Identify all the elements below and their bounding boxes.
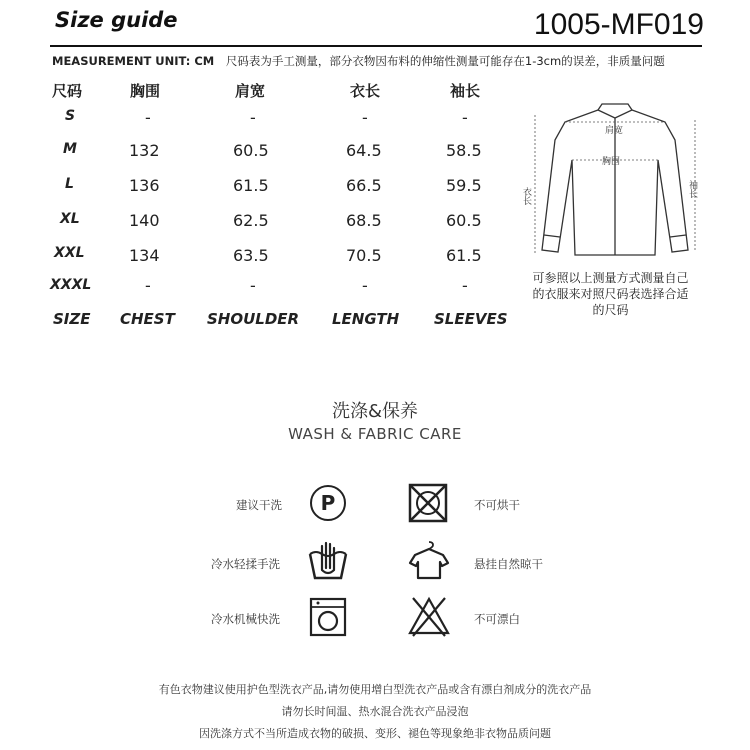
footer-sleeves: SLEEVES — [434, 310, 508, 328]
measurement-note — [52, 53, 665, 69]
no-bleach-icon — [407, 594, 451, 638]
care-label-hang-dry: 悬挂自然晾干 — [474, 557, 543, 571]
table-cell-chest: 136 — [129, 176, 160, 195]
measurement-unit: MEASUREMENT UNIT: CM — [52, 54, 215, 68]
table-cell-sleeves: 59.5 — [446, 176, 482, 195]
shirt-measurement-diagram — [520, 100, 710, 270]
header-length: 衣长 — [350, 82, 381, 100]
hand-wash-icon — [306, 540, 350, 582]
footer-length: LENGTH — [332, 310, 400, 328]
table-cell-shoulder: 62.5 — [233, 211, 269, 230]
table-cell-chest: 134 — [129, 246, 160, 265]
diagram-chest-label: 胸围 — [602, 157, 621, 167]
header-sleeves: 袖长 — [450, 82, 481, 100]
size-guide-title: Size guide — [55, 8, 178, 32]
table-cell-shoulder: - — [250, 276, 256, 295]
table-row-size: L — [65, 176, 74, 192]
table-cell-length: 66.5 — [346, 176, 382, 195]
table-cell-chest: 140 — [129, 211, 160, 230]
table-cell-sleeves: 61.5 — [446, 246, 482, 265]
table-cell-length: 68.5 — [346, 211, 382, 230]
table-row-size: M — [63, 141, 77, 157]
table-row-size: XXL — [54, 245, 85, 261]
header-chest: 胸围 — [130, 82, 161, 100]
care-footer-line-2: 请勿长时间温、热水混合洗衣产品浸泡 — [281, 705, 469, 718]
table-cell-length: 64.5 — [346, 141, 382, 160]
table-cell-length: 70.5 — [346, 246, 382, 265]
header-divider — [50, 45, 702, 47]
table-cell-length: - — [362, 108, 368, 127]
footer-size: SIZE — [53, 310, 91, 328]
table-cell-shoulder: 63.5 — [233, 246, 269, 265]
table-row-size: S — [65, 108, 76, 124]
table-cell-shoulder: 60.5 — [233, 141, 269, 160]
care-footer-line-1: 有色衣物建议使用护色型洗衣产品,请勿使用增白型洗衣产品或含有漂白剂成分的洗衣产品 — [158, 683, 592, 696]
care-title-en: WASH & FABRIC CARE — [288, 425, 462, 443]
care-label-machine-wash: 冷水机械快洗 — [211, 612, 280, 626]
care-footer-line-3: 因洗涤方式不当所造成衣物的破损、变形、褪色等现象绝非衣物品质问题 — [199, 727, 551, 740]
table-cell-sleeves: - — [462, 108, 468, 127]
table-cell-sleeves: - — [462, 276, 468, 295]
care-label-no-tumble-dry: 不可烘干 — [474, 498, 520, 512]
product-code: 1005-MF019 — [533, 8, 704, 41]
table-cell-sleeves: 60.5 — [446, 211, 482, 230]
table-cell-chest: - — [145, 108, 151, 127]
table-row-size: XXXL — [50, 277, 92, 293]
footer-chest: CHEST — [120, 310, 175, 328]
care-label-hand-wash: 冷水轻揉手洗 — [211, 557, 280, 571]
hang-dry-icon — [407, 538, 451, 582]
table-cell-length: - — [362, 276, 368, 295]
table-cell-chest: 132 — [129, 141, 160, 160]
table-cell-sleeves: 58.5 — [446, 141, 482, 160]
table-row-size: XL — [60, 211, 80, 227]
header-shoulder: 肩宽 — [235, 82, 266, 100]
header-size: 尺码 — [52, 82, 83, 100]
table-cell-shoulder: 61.5 — [233, 176, 269, 195]
svg-text:P: P — [320, 491, 336, 515]
diagram-note: 可参照以上测量方式测量自己的衣服来对照尺码表选择合适的尺码 — [532, 271, 689, 317]
diagram-shoulder-label: 肩宽 — [605, 126, 624, 136]
care-title-cn: 洗涤&保养 — [331, 401, 419, 422]
care-label-no-bleach: 不可漂白 — [474, 612, 520, 626]
care-label-dry-clean: 建议干洗 — [236, 498, 282, 512]
footer-shoulder: SHOULDER — [207, 310, 300, 328]
table-cell-chest: - — [145, 276, 151, 295]
washing-machine-icon — [308, 596, 348, 638]
diagram-length-label: 衣长 — [521, 187, 531, 205]
dry-clean-p-icon — [308, 483, 348, 523]
measurement-disclaimer: 尺码表为手工测量，部分衣物因布料的伸缩性测量可能存在1-3cm的误差，非质量问题 — [225, 54, 665, 68]
diagram-sleeve-label: 袖长 — [687, 180, 697, 198]
table-cell-shoulder: - — [250, 108, 256, 127]
no-tumble-dry-icon — [407, 482, 449, 524]
